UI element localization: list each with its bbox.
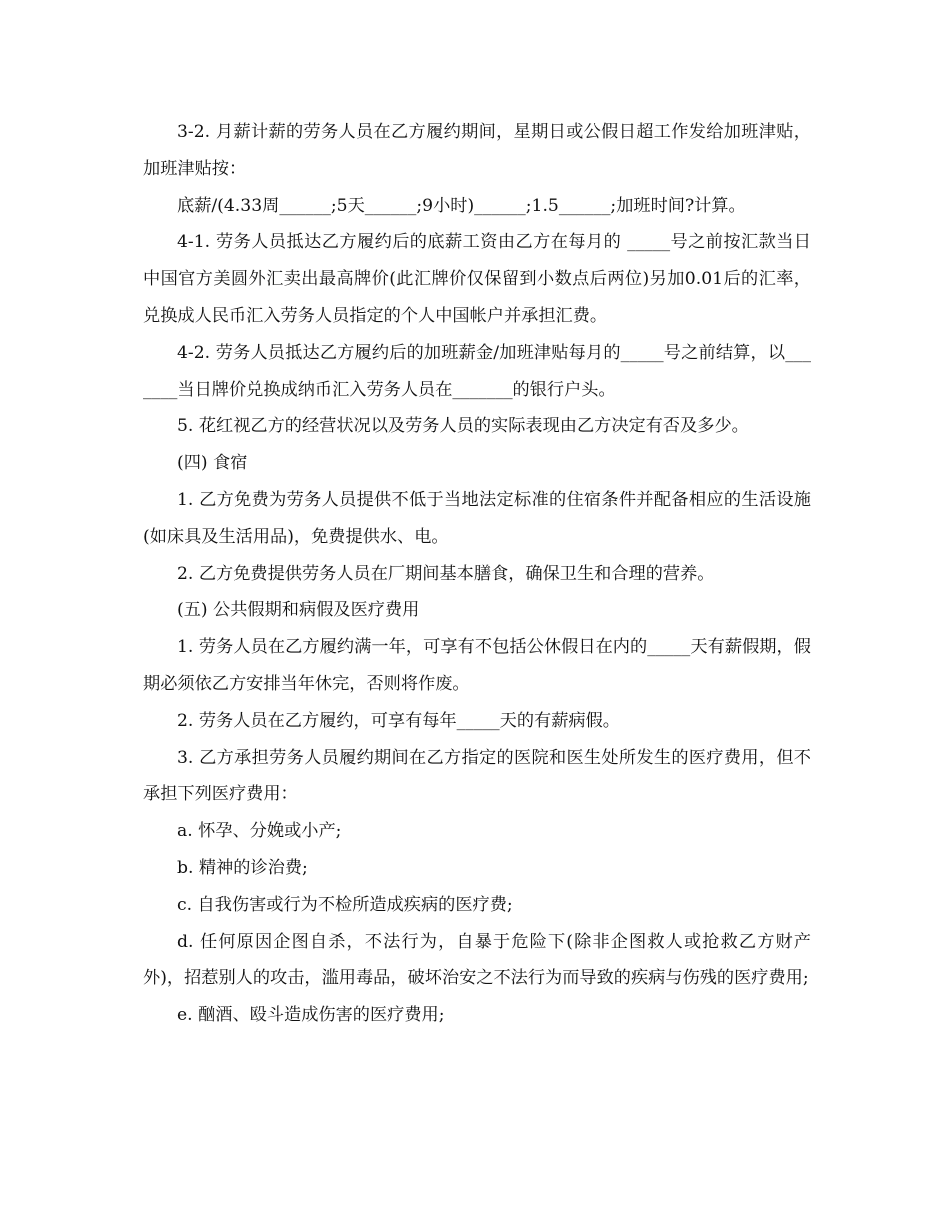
exclusion-a: a. 怀孕、分娩或小产; bbox=[177, 821, 342, 842]
exclusion-c: c. 自我伤害或行为不检所造成疾病的医疗费; bbox=[177, 894, 513, 915]
clause-4-1-base-salary: 4-1. 劳务人员抵达乙方履约后的底薪工资由乙方在每月的 _____号之前按汇款当日中国官方美圆外汇卖出最高牌价(此汇牌价仅保留到小数点后两位)另加0.01后的汇率，兑换成人民币汇入劳务人员指定的个人中国帐户并承担汇费。 bbox=[143, 232, 811, 326]
section-heading-board-lodging: (四) 食宿 bbox=[177, 453, 248, 474]
clause-5-bonus: 5. 花红视乙方的经营状况以及劳务人员的实际表现由乙方决定有否及多少。 bbox=[177, 416, 749, 437]
lodging-item-2: 2. 乙方免费提供劳务人员在厂期间基本膳食，确保卫生和合理的营养。 bbox=[177, 563, 715, 584]
overtime-formula: 底薪/(4.33周______;5天______;9小时)______;1.5______;加班时间?计算。 bbox=[177, 195, 746, 216]
document-body bbox=[143, 114, 811, 1034]
clause-3-2-overtime: 3-2. 月薪计薪的劳务人员在乙方履约期间，星期日或公假日超工作发给加班津贴，加班津贴按： bbox=[143, 122, 811, 179]
leave-item-1: 1. 劳务人员在乙方履约满一年，可享有不包括公休假日在内的_____天有薪假期，假期必须依乙方安排当年休完，否则将作废。 bbox=[143, 637, 811, 694]
leave-item-2: 2. 劳务人员在乙方履约，可享有每年_____天的有薪病假。 bbox=[177, 710, 620, 731]
medical-item-3: 3. 乙方承担劳务人员履约期间在乙方指定的医院和医生处所发生的医疗费用，但不承担下列医疗费用： bbox=[143, 747, 811, 805]
exclusion-d: d. 任何原因企图自杀，不法行为，自暴于危险下(除非企图救人或抢救乙方财产外)，招惹别人的攻击，滥用毒品，破坏治安之不法行为而导致的疾病与伤残的医疗费用; bbox=[143, 931, 811, 989]
exclusion-e: e. 酗酒、殴斗造成伤害的医疗费用; bbox=[177, 1005, 445, 1026]
section-heading-leave-medical: (五) 公共假期和病假及医疗费用 bbox=[177, 600, 420, 621]
lodging-item-1: 1. 乙方免费为劳务人员提供不低于当地法定标准的住宿条件并配备相应的生活设施(如床具及生活用品)，免费提供水、电。 bbox=[143, 489, 811, 547]
clause-4-2-overtime-pay: 4-2. 劳务人员抵达乙方履约后的加班薪金/加班津贴每月的_____号之前结算，以_______当日牌价兑换成纳币汇入劳务人员在_______的银行户头。 bbox=[143, 342, 811, 400]
exclusion-b: b. 精神的诊治费; bbox=[177, 857, 308, 878]
